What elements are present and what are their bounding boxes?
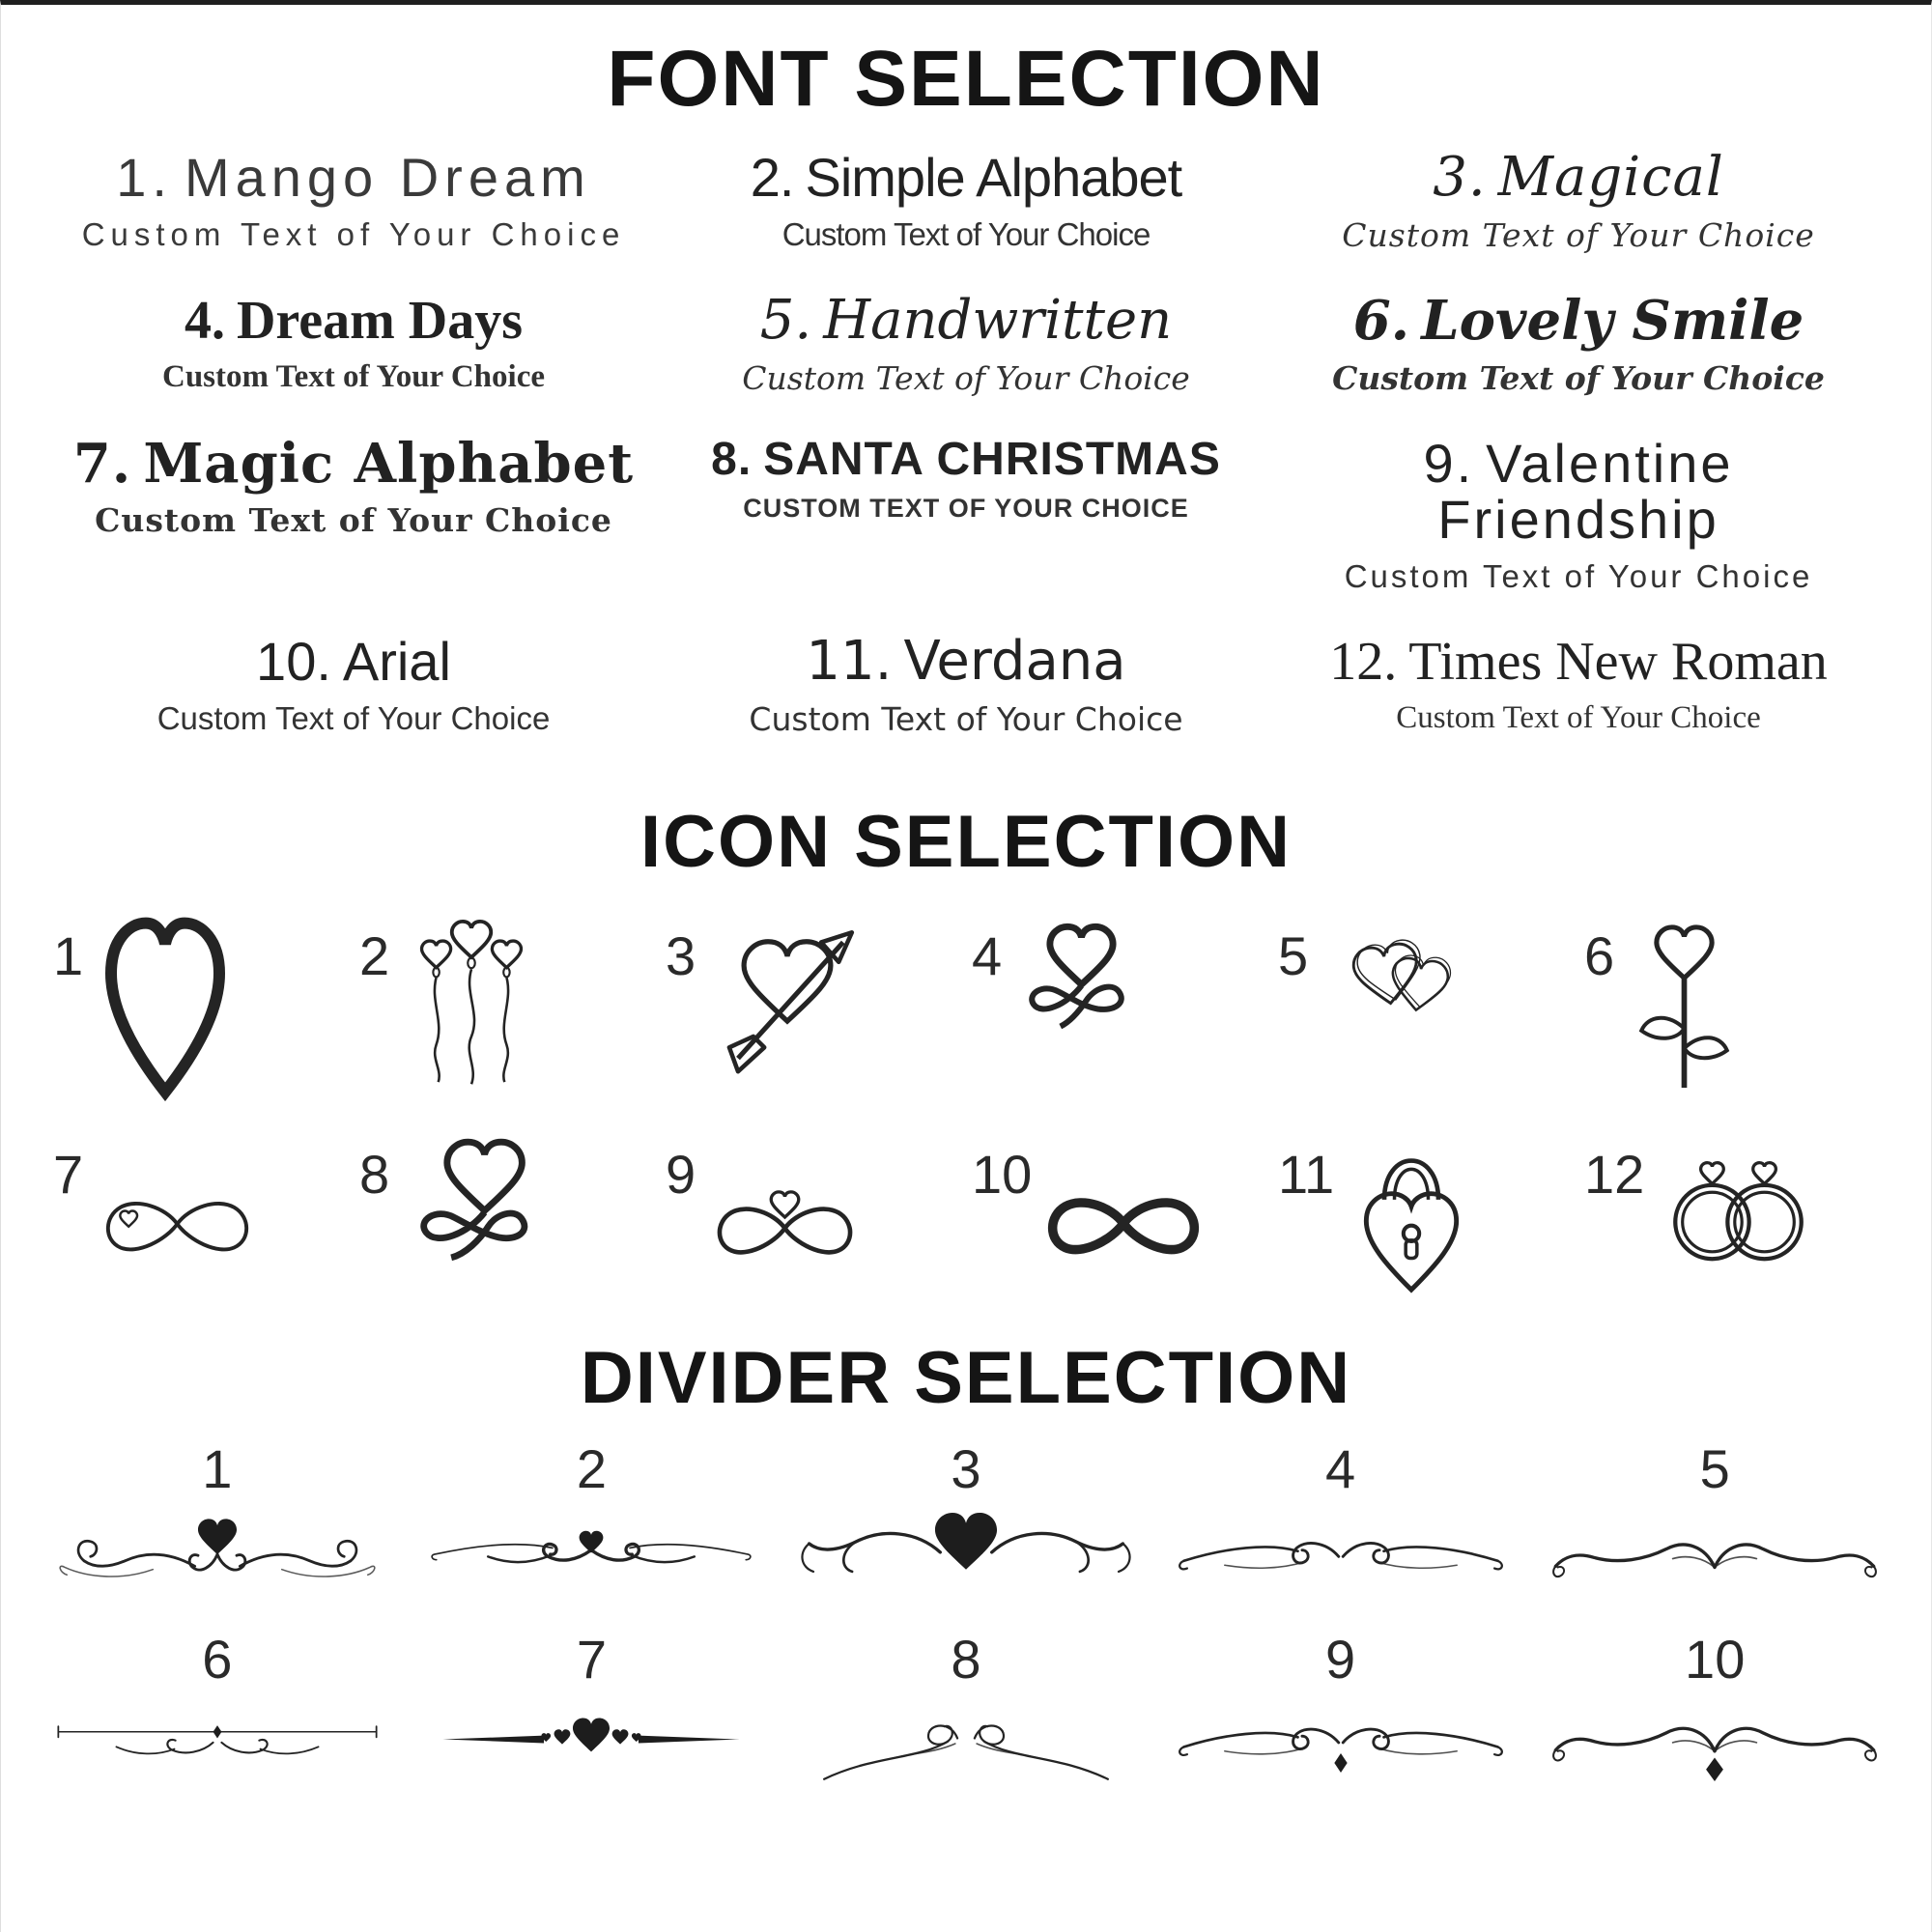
divider-option-3: [779, 1437, 1153, 1603]
icon-option-7: [47, 1127, 354, 1301]
heart-with-arrow-icon: [705, 909, 869, 1083]
font-number: 3.: [1433, 146, 1487, 209]
font-sample-text: Custom Text of Your Choice: [1332, 358, 1825, 397]
font-name: Dream Days: [236, 290, 524, 351]
divider-number: 4: [1325, 1437, 1356, 1499]
font-name: Simple Alphabet: [805, 147, 1182, 208]
font-name: Valentine Friendship: [1437, 432, 1734, 551]
double-curl-flourish-divider: [1169, 1504, 1513, 1603]
wedding-rings-with-hearts-icon: [1654, 1127, 1823, 1282]
font-name: SANTA CHRISTMAS: [763, 433, 1221, 485]
icon-option-4: [966, 909, 1272, 1102]
icon-option-5: [1272, 909, 1578, 1102]
mustache-flourish-divider: [1543, 1504, 1887, 1603]
divider-number: 5: [1699, 1437, 1730, 1499]
font-option-9: [1280, 432, 1877, 596]
font-option-8: [668, 433, 1264, 596]
tapered-line-five-hearts-divider: [419, 1694, 763, 1793]
font-name: Lovely Smile: [1421, 288, 1804, 353]
divider-option-7: [405, 1628, 780, 1793]
divider-option-2: [405, 1437, 780, 1603]
font-number: 4.: [184, 290, 225, 351]
divider-number: 9: [1325, 1628, 1356, 1690]
divider-selection-title: DIVIDER SELECTION: [580, 1336, 1352, 1419]
divider-number: 3: [951, 1437, 981, 1499]
font-sample-text: Custom Text of Your Choice: [1344, 558, 1813, 595]
font-number: 7.: [72, 431, 132, 496]
icon-number: 1: [53, 924, 84, 986]
font-number: 12.: [1329, 632, 1398, 693]
mustache-flourish-diamond-drop-divider: [1543, 1694, 1887, 1793]
icon-selection-grid: [47, 909, 1885, 1301]
line-with-ornament-flourish-divider: [45, 1694, 389, 1793]
icon-number: 7: [53, 1143, 84, 1205]
icon-option-12: [1578, 1127, 1885, 1301]
font-selection-title: FONT SELECTION: [607, 35, 1325, 123]
font-option-10: [55, 631, 652, 738]
font-number: 2.: [750, 147, 794, 208]
icon-number: 10: [972, 1143, 1033, 1205]
flourish-heart-center-divider: [45, 1504, 389, 1603]
infinity-heart-top-icon: [705, 1151, 865, 1286]
icon-option-8: [354, 1127, 660, 1301]
heart-infinity-bow-icon: [1011, 909, 1151, 1059]
divider-option-4: [1153, 1437, 1528, 1603]
font-sample-text: Custom Text of Your Choice: [749, 699, 1183, 738]
double-sketched-hearts-icon: [1318, 909, 1482, 1064]
icon-number: 11: [1278, 1143, 1335, 1205]
icon-option-10: [966, 1127, 1272, 1301]
infinity-with-heart-icon: [93, 1166, 262, 1282]
font-name: Magical: [1497, 146, 1724, 209]
icon-option-9: [660, 1127, 966, 1301]
large-heart-crescent-flourish-divider: [794, 1504, 1138, 1603]
heart-padlock-icon: [1344, 1127, 1479, 1301]
icon-number: 9: [666, 1143, 696, 1205]
divider-option-6: [30, 1628, 405, 1793]
font-option-6: [1280, 288, 1877, 397]
divider-selection-grid: [30, 1437, 1902, 1793]
font-option-12: [1280, 634, 1877, 738]
font-sample-text: Custom Text of Your Choice: [1396, 699, 1761, 735]
divider-option-8: [779, 1628, 1153, 1793]
font-number: 11.: [806, 630, 893, 694]
font-sample-text: Custom Text of Your Choice: [81, 215, 626, 252]
divider-number: 2: [576, 1437, 607, 1499]
font-option-4: [55, 290, 652, 397]
icon-number: 8: [359, 1143, 390, 1205]
infinity-icon: [1041, 1168, 1206, 1279]
font-name: Mango Dream: [184, 147, 591, 208]
font-option-2: [668, 147, 1264, 254]
icon-number: 4: [972, 924, 1003, 986]
font-sample-text: Custom Text of Your Choice: [156, 699, 551, 736]
font-number: 8.: [711, 433, 753, 485]
font-option-1: [55, 147, 652, 254]
icon-number: 6: [1584, 924, 1615, 986]
font-option-3: [1280, 146, 1877, 254]
curly-swash-tails-divider: [794, 1694, 1138, 1793]
icon-option-2: [354, 909, 660, 1102]
divider-number: 7: [576, 1628, 607, 1690]
font-number: 6.: [1352, 288, 1410, 353]
font-number: 1.: [116, 147, 173, 208]
divider-number: 8: [951, 1628, 981, 1690]
thin-swash-heart-divider: [419, 1504, 763, 1603]
icon-option-11: [1272, 1127, 1578, 1301]
font-sample-text: Custom Text of Your Choice: [95, 501, 612, 540]
font-option-7: [55, 431, 652, 596]
heart-flower-icon: [1624, 909, 1745, 1097]
font-sample-text: Custom Text of Your Choice: [161, 358, 546, 394]
icon-option-1: [47, 909, 354, 1102]
font-sample-text: Custom Text of Your Choice: [742, 358, 1190, 397]
icon-option-6: [1578, 909, 1885, 1102]
icon-selection-title: ICON SELECTION: [639, 800, 1293, 883]
divider-number: 6: [202, 1628, 233, 1690]
font-option-5: [668, 288, 1264, 397]
divider-option-5: [1527, 1437, 1902, 1603]
divider-option-10: [1527, 1628, 1902, 1793]
heart-infinity-flourish-icon: [399, 1127, 554, 1292]
icon-number: 3: [666, 924, 696, 986]
font-sample-text: CUSTOM TEXT OF YOUR CHOICE: [743, 493, 1189, 523]
divider-number: 10: [1685, 1628, 1746, 1690]
font-name: Arial: [342, 631, 451, 693]
heart-balloons-icon: [399, 909, 544, 1093]
font-number: 5.: [759, 288, 812, 352]
font-option-11: [668, 630, 1264, 738]
curl-flourish-diamond-drop-divider: [1169, 1694, 1513, 1793]
icon-number: 2: [359, 924, 390, 986]
font-sample-text: Custom Text of Your Choice: [781, 215, 1151, 252]
font-name: Verdana: [903, 630, 1126, 694]
font-name: Times New Roman: [1408, 632, 1828, 693]
font-number: 9.: [1423, 432, 1475, 494]
icon-number: 12: [1584, 1143, 1645, 1205]
font-name: Handwritten: [823, 288, 1173, 352]
icon-option-3: [660, 909, 966, 1102]
heart-outline-icon: [93, 909, 238, 1102]
icon-number: 5: [1278, 924, 1309, 986]
font-number: 10.: [256, 631, 331, 693]
divider-option-1: [30, 1437, 405, 1603]
font-sample-text: Custom Text of Your Choice: [1342, 215, 1815, 254]
font-name: Magic Alphabet: [143, 431, 635, 496]
divider-option-9: [1153, 1628, 1528, 1793]
divider-number: 1: [202, 1437, 233, 1499]
font-selection-grid: [55, 146, 1877, 738]
